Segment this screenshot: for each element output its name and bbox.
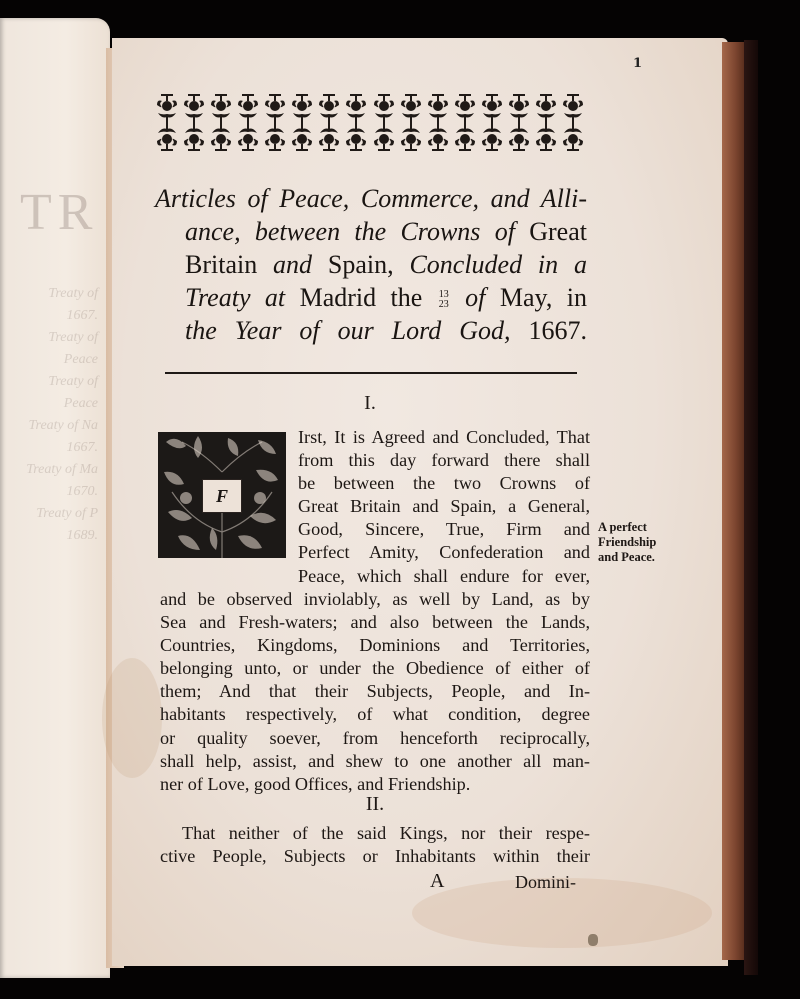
fleuron-icon (209, 93, 233, 153)
left-page (0, 18, 110, 978)
text-line: from this day forward there shall (298, 450, 590, 471)
fleuron-icon (290, 93, 314, 153)
page-block-edge (722, 42, 744, 960)
bleed-through-line: 1689. (66, 528, 98, 543)
fleuron-icon (561, 93, 585, 153)
text-line: or quality soever, from henceforth reciprocally, (160, 727, 590, 748)
paper-stain (102, 658, 162, 778)
decorated-initial (158, 432, 286, 558)
fleuron-icon (399, 93, 423, 153)
bleed-through-line: Treaty of Ma (26, 462, 98, 477)
text-line: Countries, Kingdoms, Dominions and Territories, (160, 635, 590, 656)
text-line: and be observed inviolably, as well by Land, as by (160, 589, 590, 609)
fleuron-icon (182, 93, 206, 153)
section-number-1: I. (364, 392, 376, 414)
text-line: That neither of the said Kings, nor their respe- (182, 823, 590, 843)
signature-mark: A (430, 870, 445, 892)
title-rule (165, 372, 577, 374)
fleuron-icon (263, 93, 287, 153)
title-line: ance, between the Crowns of Great (185, 217, 587, 246)
bleed-through-text (18, 283, 98, 547)
initial-letter-box: F (202, 479, 242, 513)
marginal-note-line: A perfect (598, 520, 647, 534)
text-line: Perfect Amity, Confederation and (298, 542, 590, 563)
fleuron-icon (344, 93, 368, 153)
fleuron-icon (317, 93, 341, 153)
fleuron-icon (426, 93, 450, 153)
fleuron-icon (534, 93, 558, 153)
marginal-note-line: and Peace. (598, 550, 655, 564)
text-line: habitants respectively, of what condition, degree (160, 704, 590, 725)
text-line: them; And that their Subjects, People, and In- (160, 681, 590, 702)
title-line: Britain and Spain, Concluded in a (185, 250, 587, 279)
title-line: the Year of our Lord God, 1667. (185, 316, 587, 345)
fleuron-icon (372, 93, 396, 153)
page-number: 1 (633, 56, 643, 71)
foxing-spot (588, 934, 598, 946)
bleed-through-line: Treaty of Na (28, 418, 98, 433)
bleed-through-line: 1670. (66, 484, 98, 499)
fleuron-icon (480, 93, 504, 153)
fleuron-icon (155, 93, 179, 153)
bleed-through-line: Treaty of P (36, 506, 98, 521)
text-line: be between the two Crowns of (298, 473, 590, 494)
bleed-through-line: Treaty of Peace (48, 374, 98, 411)
marginal-note (598, 520, 678, 565)
bleed-through-line: Treaty of (48, 286, 98, 301)
text-line: Peace, which shall endure for ever, (298, 565, 590, 586)
date-fraction: 13 23 (438, 289, 449, 311)
cover-board-edge (744, 40, 758, 975)
bleed-through-line: 1667. (66, 308, 98, 323)
section-number-2: II. (365, 793, 385, 815)
bleed-through-line: Treaty of Peace (48, 330, 98, 367)
title-line: Treaty at Madrid the 13 23 of May, in (185, 283, 587, 312)
catchword: Domini- (515, 872, 576, 892)
headpiece-ornament-band (155, 92, 585, 154)
text-line: Great Britain and Spain, a General, (298, 496, 590, 517)
marginal-note-line: Friendship (598, 535, 657, 549)
text-line: belonging unto, or under the Obedience of either of (160, 658, 590, 679)
text-line: ner of Love, good Offices, and Friendship. (160, 773, 471, 794)
text-line: Irst, It is Agreed and Concluded, That (298, 427, 590, 447)
title-line: Articles of Peace, Commerce, and Alli- (155, 184, 587, 213)
section-1-body (160, 588, 590, 796)
text-line: Good, Sincere, True, Firm and (298, 519, 590, 540)
fleuron-icon (507, 93, 531, 153)
section-1-opening-lines (298, 426, 590, 588)
bleed-through-heading: TR (20, 184, 99, 241)
text-line: ctive People, Subjects or Inhabitants within their (160, 846, 590, 867)
section-2-body (160, 822, 590, 868)
treaty-title (155, 182, 587, 347)
text-line: shall help, assist, and shew to one another all man- (160, 750, 590, 771)
bleed-through-line: 1667. (66, 440, 98, 455)
text-line: Sea and Fresh-waters; and also between the Lands, (160, 612, 590, 633)
fleuron-icon (236, 93, 260, 153)
fleuron-icon (453, 93, 477, 153)
